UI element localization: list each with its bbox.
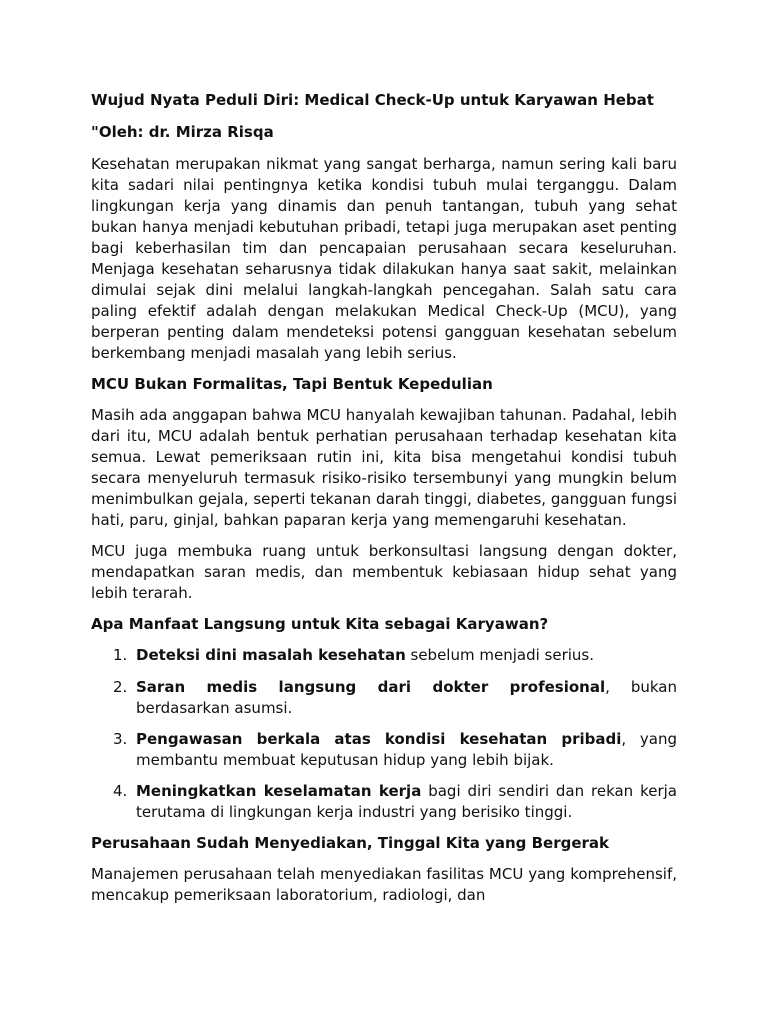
list-item-text: bagi diri sendiri dan rekan kerja terutama di lingkungan kerja industri yang berisiko tinggi. bbox=[136, 782, 677, 821]
section1-paragraph-1: Masih ada anggapan bahwa MCU hanyalah kewajiban tahunan. Padahal, lebih dari itu, MCU adalah bentuk perhatian perusahaan terhadap kesehatan kita semua. Lewat pemeriksaan rutin ini, kita bisa mengetahui kondisi tubuh secara menyeluruh termasuk risiko-risiko tersembunyi yang mungkin belum menimbulkan gejala, seperti tekanan darah tinggi, diabetes, gangguan fungsi hati, paru, ginjal, bahkan paparan kerja yang memengaruhi kesehatan. bbox=[91, 406, 677, 529]
list-item-bold: Saran medis langsung dari dokter profesional bbox=[136, 678, 606, 696]
list-item-bold: Meningkatkan keselamatan kerja bbox=[136, 782, 422, 800]
list-item-number: 3. bbox=[113, 730, 128, 748]
document-title: Wujud Nyata Peduli Diri: Medical Check-Up untuk Karyawan Hebat bbox=[91, 91, 654, 109]
document-page bbox=[91, 88, 677, 906]
list-item-bold: Deteksi dini masalah kesehatan bbox=[136, 646, 406, 664]
section3-paragraph-1: Manajemen perusahaan telah menyediakan fasilitas MCU yang komprehensif, mencakup pemeriksaan laboratorium, radiologi, dan bbox=[91, 865, 677, 904]
list-item-text: , bukan berdasarkan asumsi. bbox=[136, 678, 678, 717]
list-item-number: 4. bbox=[113, 782, 128, 800]
section1-heading: MCU Bukan Formalitas, Tapi Bentuk Kepedulian bbox=[91, 375, 493, 393]
intro-paragraph: Kesehatan merupakan nikmat yang sangat berharga, namun sering kali baru kita sadari nilai pentingnya ketika kondisi tubuh mulai terganggu. Dalam lingkungan kerja yang dinamis dan penuh tantangan, tubuh yang sehat bukan hanya menjadi kebutuhan pribadi, tetapi juga merupakan aset penting bagi keberhasilan tim dan pencapaian perusahaan secara keseluruhan. Menjaga kesehatan seharusnya tidak dilakukan hanya saat sakit, melainkan dimulai sejak dini melalui langkah-langkah pencegahan. Salah satu cara paling efektif adalah dengan melakukan Medical Check-Up (MCU), yang berperan penting dalam mendeteksi potensi gangguan kesehatan sebelum berkembang menjadi masalah yang lebih serius. bbox=[91, 155, 677, 362]
list-item-number: 1. bbox=[113, 646, 128, 664]
section2-heading: Apa Manfaat Langsung untuk Kita sebagai Karyawan? bbox=[91, 615, 549, 633]
list-item bbox=[91, 645, 677, 666]
benefit-list bbox=[91, 645, 677, 823]
section1-paragraph-2: MCU juga membuka ruang untuk berkonsultasi langsung dengan dokter, mendapatkan saran medis, dan membentuk kebiasaan hidup sehat yang lebih terarah. bbox=[91, 542, 677, 602]
list-item-text: sebelum menjadi serius. bbox=[405, 646, 594, 664]
list-item-number: 2. bbox=[113, 678, 128, 696]
list-item-text: , yang membantu membuat keputusan hidup yang lebih bijak. bbox=[136, 730, 677, 769]
section3-heading: Perusahaan Sudah Menyediakan, Tinggal Kita yang Bergerak bbox=[91, 834, 610, 852]
document-author: "Oleh: dr. Mirza Risqa bbox=[91, 123, 274, 141]
list-item-bold: Pengawasan berkala atas kondisi kesehatan pribadi bbox=[136, 730, 622, 748]
list-item bbox=[91, 677, 677, 719]
list-item bbox=[91, 729, 677, 771]
list-item bbox=[91, 781, 677, 823]
